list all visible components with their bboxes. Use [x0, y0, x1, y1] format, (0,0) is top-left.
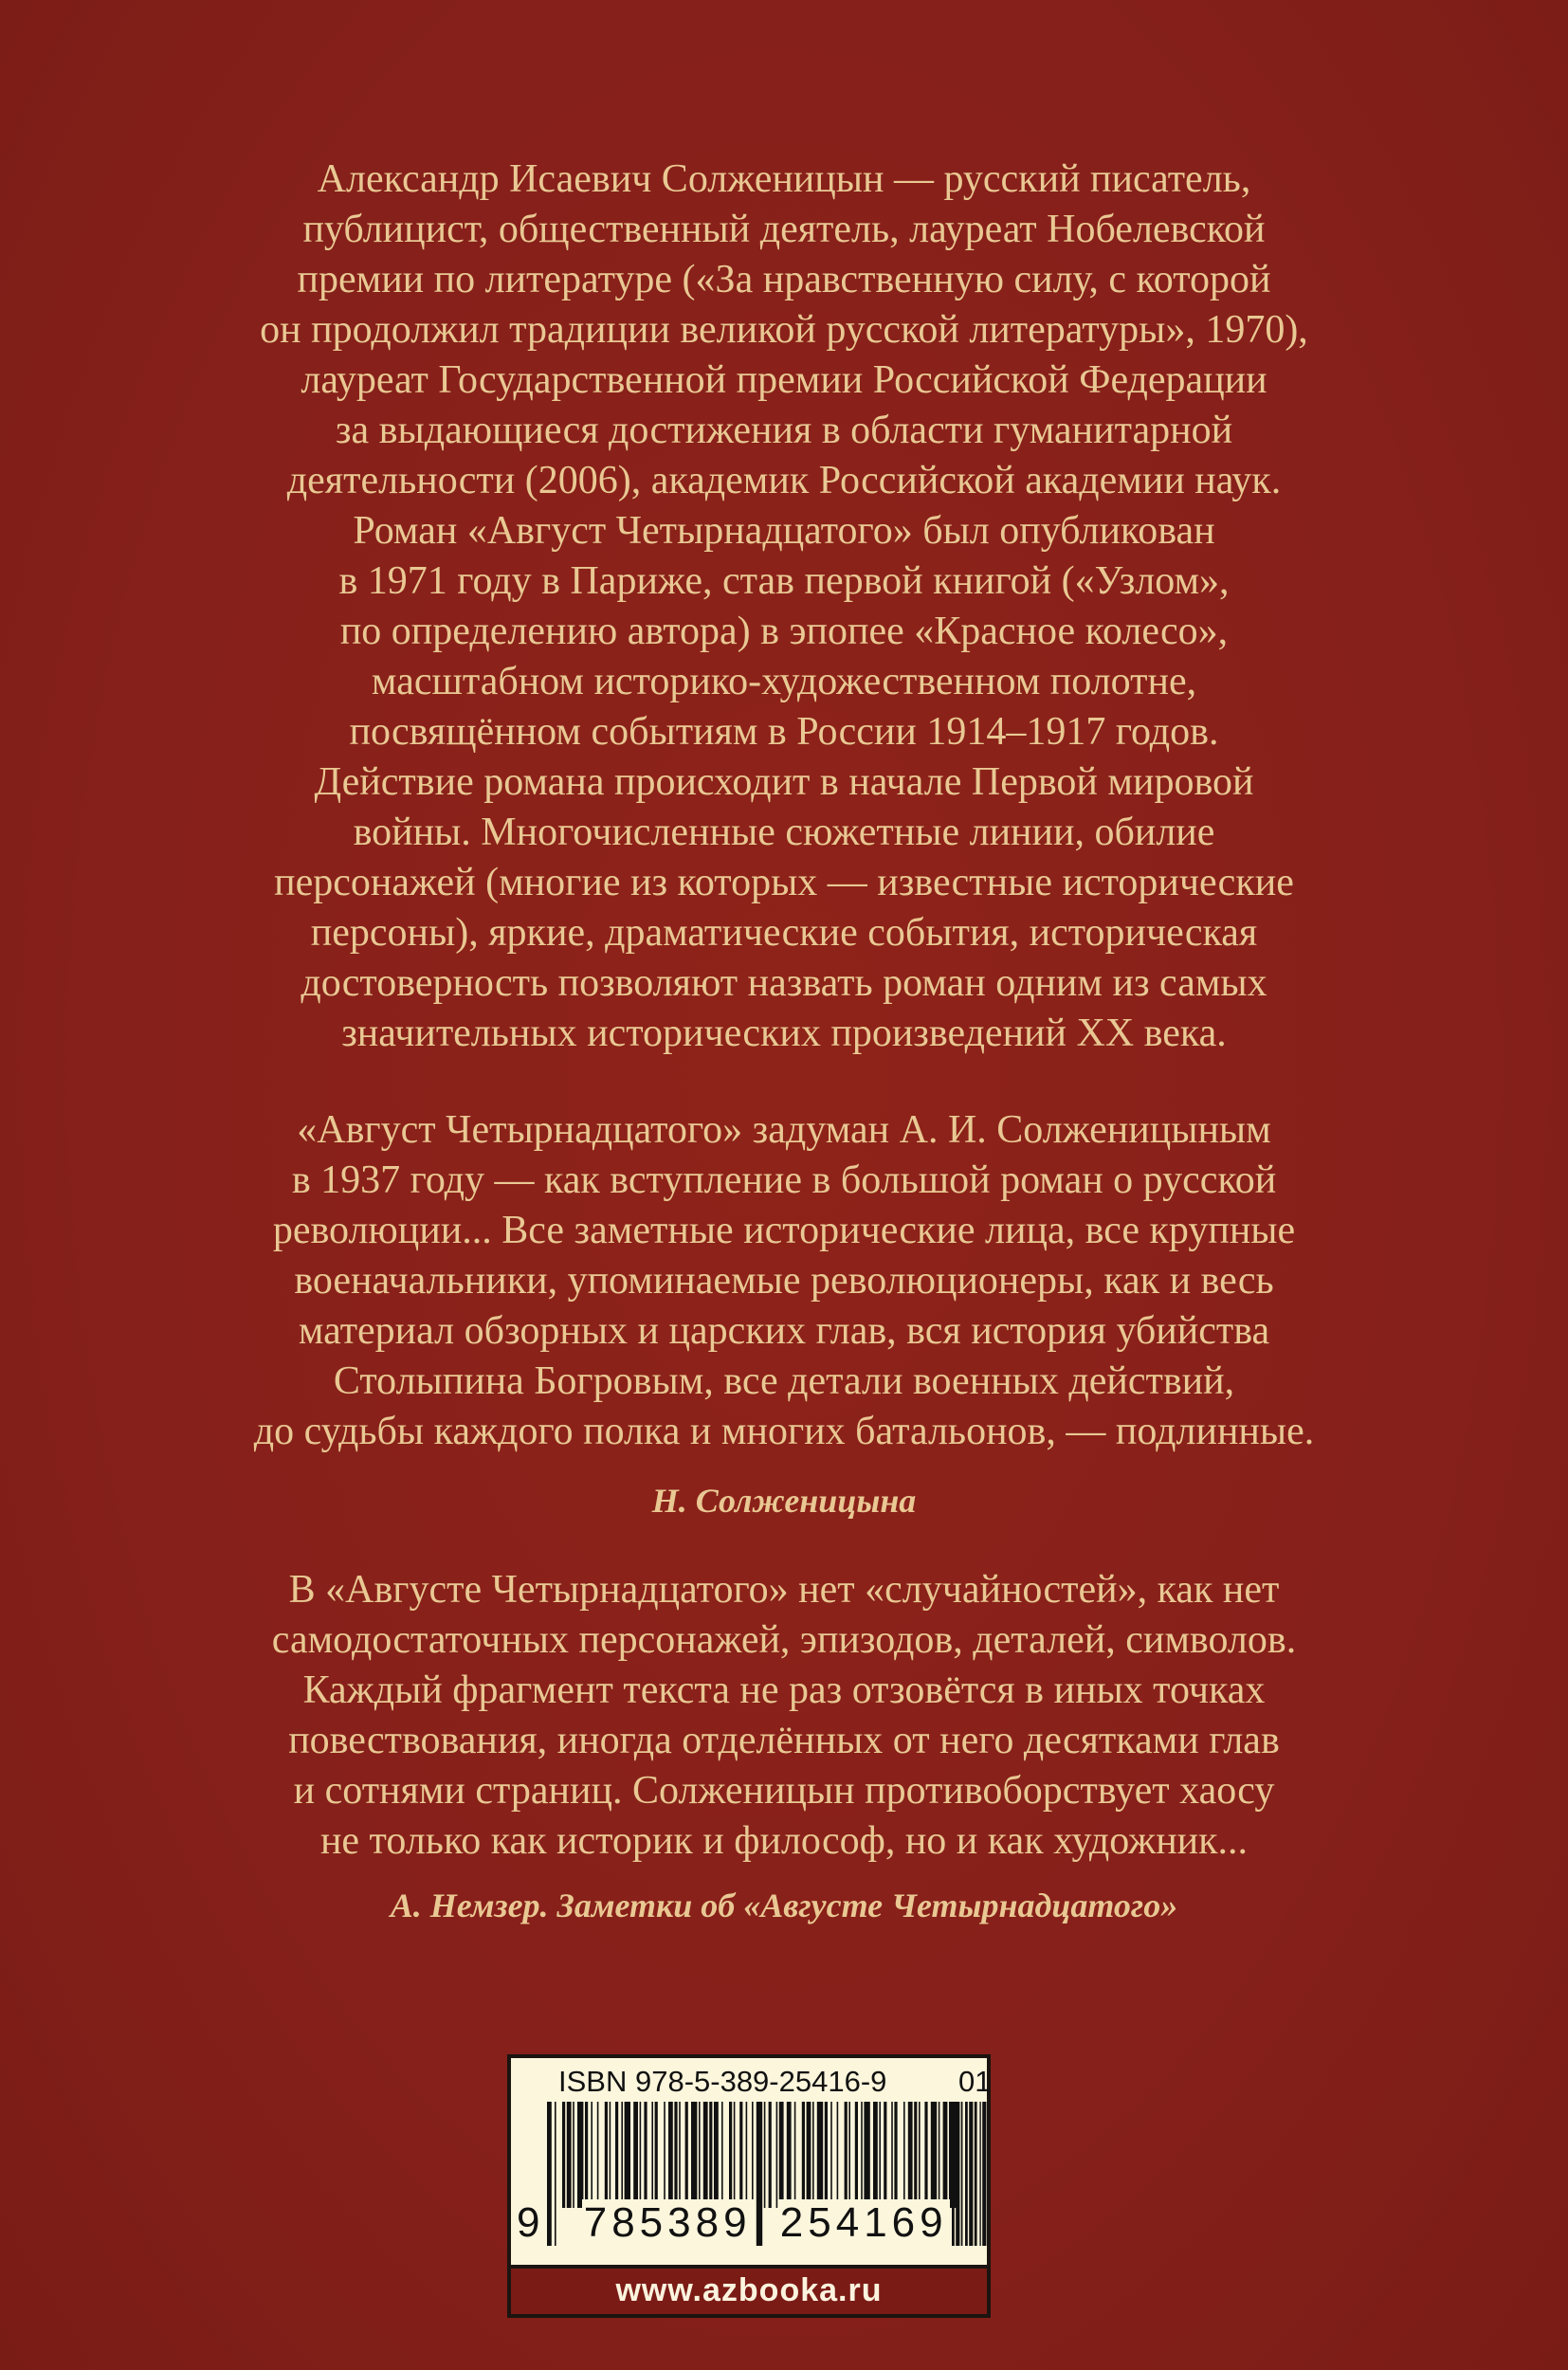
text-line: Александр Исаевич Солженицын — русский писатель,: [317, 157, 1251, 201]
text-line: повествования, иногда отделённых от него десятками глав: [288, 1719, 1280, 1762]
addon-barcode-bar: [969, 2102, 973, 2246]
barcode-bar: [591, 2102, 593, 2208]
text-line: В «Августе Четырнадцатого» нет «случайностей», как нет: [288, 1568, 1280, 1612]
barcode-bar: [764, 2102, 766, 2208]
addon-barcode-bar: [979, 2102, 980, 2246]
barcode-bar: [655, 2102, 658, 2208]
barcode-bar: [709, 2102, 712, 2208]
text-line: значительных исторических произведений XX века.: [341, 1012, 1227, 1055]
barcode-bar: [679, 2102, 681, 2208]
barcode-bar: [615, 2102, 618, 2208]
barcode-bar: [891, 2102, 893, 2208]
barcode-bar: [924, 2102, 927, 2208]
barcode-bar: [817, 2102, 823, 2208]
barcode-bar: [597, 2102, 599, 2208]
ean-right-group: 254169: [779, 2199, 948, 2246]
text-line: он продолжил традиции великой русской литературы», 1970),: [260, 308, 1308, 352]
barcode-bar: [664, 2102, 665, 2208]
barcode-bar: [848, 2102, 850, 2208]
addon-barcode-bar: [961, 2102, 962, 2246]
barcode-bar: [699, 2102, 701, 2208]
barcode-bar: [908, 2102, 913, 2208]
barcode-bar: [802, 2102, 805, 2208]
text-line: достоверность позволяют назвать роман одним из самых: [301, 961, 1267, 1005]
barcode-bar: [837, 2102, 839, 2208]
barcode-bar: [739, 2102, 742, 2208]
barcode-bar: [873, 2102, 878, 2208]
barcode-bar: [943, 2102, 948, 2208]
ean-first-digit: 9: [517, 2199, 540, 2246]
barcode-bar: [939, 2102, 940, 2208]
barcode-bar: [577, 2102, 583, 2208]
barcode-bar: [776, 2102, 778, 2208]
text-line: публицист, общественный деятель, лауреат Нобелевской: [302, 208, 1266, 251]
text-line: по определению автора) в эпопее «Красное колесо»,: [339, 610, 1229, 653]
barcode-bar: [769, 2102, 772, 2208]
barcode-bar: [703, 2102, 708, 2208]
quote-signature-2: А. Немзер. Заметки об «Августе Четырнадцатого»: [390, 1887, 1178, 1924]
barcode-bar: [573, 2102, 574, 2208]
addon-barcode-bar: [965, 2102, 968, 2246]
text-line: персоны), яркие, драматические события, историческая: [310, 911, 1258, 955]
quote-paragraph-2: [142, 1565, 1426, 1867]
addon-barcode-bars: [951, 2102, 989, 2246]
barcode-bar: [644, 2102, 647, 2208]
barcode-bar: [640, 2102, 642, 2208]
barcode-bar: [931, 2102, 937, 2208]
barcode-bar: [746, 2102, 748, 2208]
addon-barcode-bar: [952, 2102, 955, 2246]
text-line: Столыпина Богровым, все детали военных действий,: [333, 1359, 1235, 1403]
text-line: революции... Все заметные исторические лица, все крупные: [272, 1209, 1296, 1252]
quote-signature-1: Н. Солженицына: [651, 1482, 917, 1520]
isbn-barcode: [507, 2054, 991, 2269]
barcode-bar: [825, 2102, 828, 2208]
barcode-bar: [562, 2102, 565, 2208]
barcode-bar: [787, 2102, 792, 2208]
barcode-bar: [651, 2102, 653, 2208]
barcode-bar: [585, 2102, 588, 2208]
text-line: самодостаточных персонажей, эпизодов, деталей, символов.: [271, 1618, 1297, 1662]
barcode-bar: [668, 2102, 673, 2208]
barcode-bar: [621, 2102, 623, 2208]
barcode-bar: [691, 2102, 697, 2208]
text-line: материал обзорных и царских глав, вся история убийства: [298, 1309, 1270, 1353]
barcode-bar: [830, 2102, 832, 2208]
text-line: персонажей (многие из которых — известные исторические: [274, 861, 1294, 904]
text-line: в 1937 году — как вступление в большой роман о русской: [291, 1158, 1277, 1202]
barcode-bar: [861, 2102, 863, 2208]
addon-barcode-bar: [956, 2102, 959, 2246]
barcode-bar: [855, 2102, 858, 2208]
barcode-bar: [734, 2102, 736, 2208]
quote-paragraph-1: [142, 1105, 1426, 1457]
barcode-bar: [914, 2102, 917, 2208]
ean-left-group: 785389: [583, 2199, 752, 2246]
text-line: в 1971 году в Париже, став первой книгой («Узлом»,: [338, 559, 1230, 603]
text-line: войны. Многочисленные сюжетные линии, обилие: [353, 811, 1215, 854]
barcode-bar: [721, 2102, 723, 2208]
ean-digits: [515, 2200, 950, 2246]
author-bio-paragraph: [142, 155, 1426, 1059]
text-line: Действие романа происходит в начале Первой мировой: [314, 760, 1254, 804]
barcode-bar: [625, 2102, 630, 2208]
barcode-bar: [903, 2102, 905, 2208]
barcode-bar: [729, 2102, 732, 2208]
addon-barcode-bar: [975, 2102, 977, 2246]
addon-barcode-bar: [982, 2102, 986, 2246]
text-line: за выдающиеся достижения в области гуманитарной: [335, 409, 1233, 452]
text-line: премии по литературе («За нравственную силу, с которой: [297, 258, 1271, 301]
text-line: Каждый фрагмент текста не раз отзовётся в иных точках: [302, 1668, 1266, 1712]
barcode-bar: [884, 2102, 886, 2208]
text-line: военачальники, упоминаемые революционеры, как и весь: [294, 1259, 1274, 1303]
addon-label: 01: [958, 2065, 992, 2098]
barcode-bar: [919, 2102, 921, 2208]
barcode-bar: [605, 2102, 608, 2208]
barcode-bar: [894, 2102, 897, 2208]
text-line: не только как историк и философ, но и как художник...: [319, 1819, 1249, 1863]
barcode-bar: [812, 2102, 814, 2208]
text-line: посвящённом событиям в России 1914–1917 годов.: [349, 710, 1219, 754]
barcode-bar: [845, 2102, 848, 2208]
barcode-bar: [674, 2102, 677, 2208]
barcode-bar: [807, 2102, 811, 2208]
isbn-label: ISBN 978-5-389-25416-9: [558, 2065, 887, 2098]
barcode-bar: [610, 2102, 611, 2208]
barcode-bar: [879, 2102, 881, 2208]
barcode-bar: [864, 2102, 869, 2208]
barcode-bar: [714, 2102, 719, 2208]
text-line: Роман «Август Четырнадцатого» был опубликован: [353, 509, 1215, 553]
barcode-bar: [685, 2102, 688, 2208]
text-line: лауреат Государственной премии Российской Федерации: [301, 358, 1267, 402]
text-line: деятельности (2006), академик Российской академии наук.: [286, 459, 1282, 502]
barcode-bar: [633, 2102, 638, 2208]
barcode-bar: [794, 2102, 796, 2208]
text-line: и сотнями страниц. Солженицын противоборствует хаосу: [293, 1769, 1275, 1813]
text-line: масштабном историко-художественном полотне,: [371, 660, 1197, 703]
publisher-website: www.azbooka.ru: [507, 2269, 991, 2318]
barcode-bar: [567, 2102, 572, 2208]
text-line: до судьбы каждого полка и многих батальонов, — подлинные.: [253, 1410, 1315, 1453]
text-line: «Август Четырнадцатого» задуман А. И. Солженицыным: [297, 1108, 1271, 1152]
barcode-bar: [779, 2102, 784, 2208]
